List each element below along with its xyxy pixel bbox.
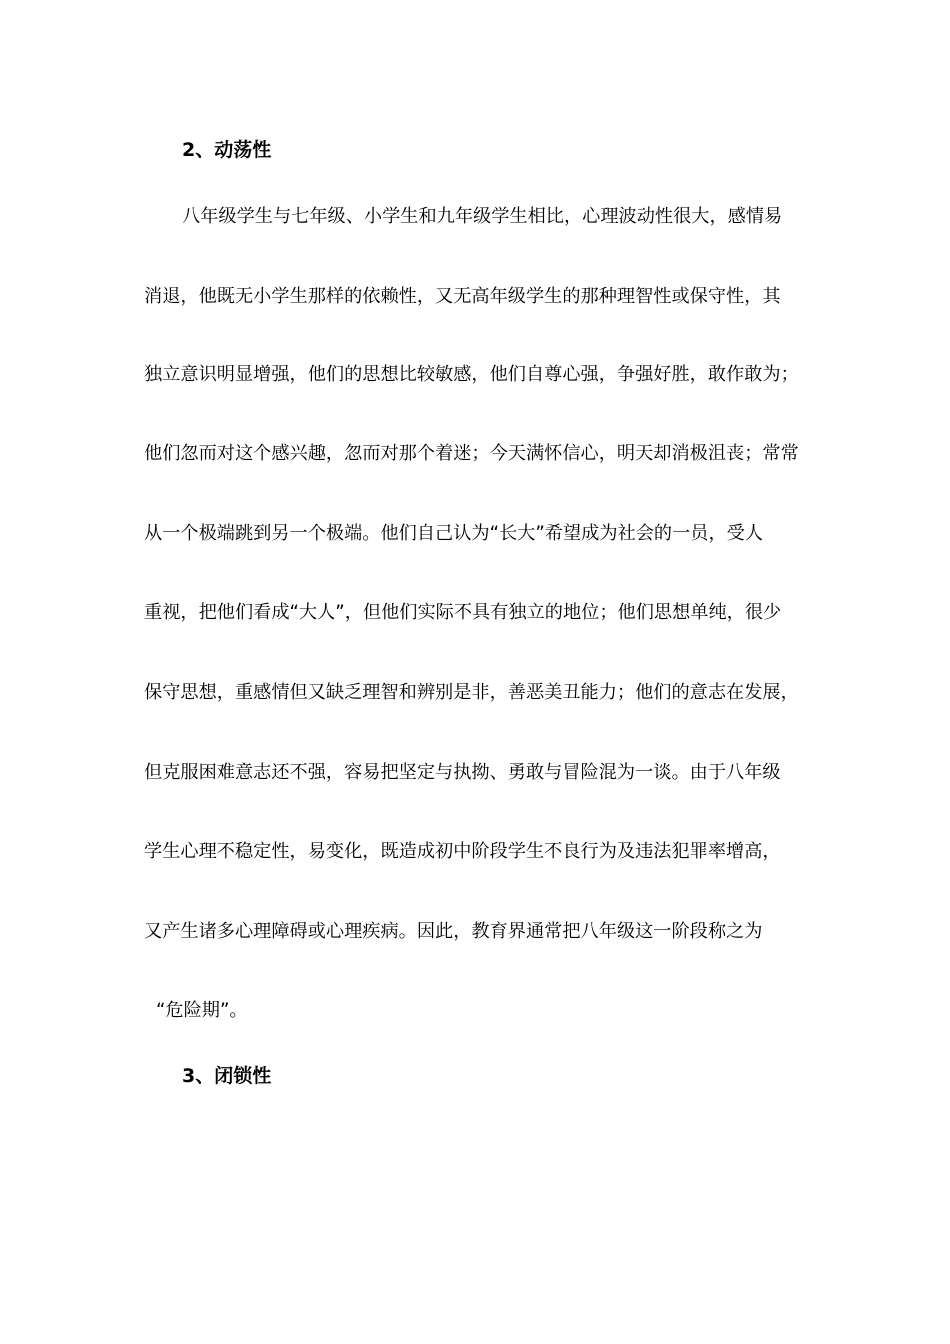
paragraph-line: 重视，把他们看成“大人”，但他们实际不具有独立的地位；他们思想单纯，很少 (144, 602, 782, 623)
paragraph-line: 消退，他既无小学生那样的依赖性，又无高年级学生的那种理智性或保守性，其 (144, 286, 781, 307)
paragraph-line: “危险期”。 (156, 1000, 248, 1021)
paragraph-line: 从一个极端跳到另一个极端。他们自己认为“长大”希望成为社会的一员，受人 (144, 523, 764, 544)
paragraph-line: 保守思想，重感情但又缺乏理智和辨别是非，善恶美丑能力；他们的意志在发展， (144, 682, 799, 703)
paragraph-line: 学生心理不稳定性，易变化，既造成初中阶段学生不良行为及违法犯罪率增高， (144, 841, 781, 862)
paragraph-line: 八年级学生与七年级、小学生和九年级学生相比，心理波动性很大，感情易 (182, 206, 783, 227)
paragraph-line: 但克服困难意志还不强，容易把坚定与执拗、勇敢与冒险混为一谈。由于八年级 (144, 762, 781, 783)
section-3-heading: 3、闭锁性 (182, 1065, 272, 1087)
paragraph-line: 又产生诸多心理障碍或心理疾病。因此，教育界通常把八年级这一阶段称之为 (144, 921, 763, 942)
paragraph-line: 他们忽而对这个感兴趣，忽而对那个着迷；今天满怀信心，明天却消极沮丧；常常 (144, 443, 799, 464)
paragraph-line: 独立意识明显增强，他们的思想比较敏感，他们自尊心强，争强好胜，敢作敢为； (144, 364, 799, 385)
section-2-heading: 2、动荡性 (182, 139, 272, 161)
